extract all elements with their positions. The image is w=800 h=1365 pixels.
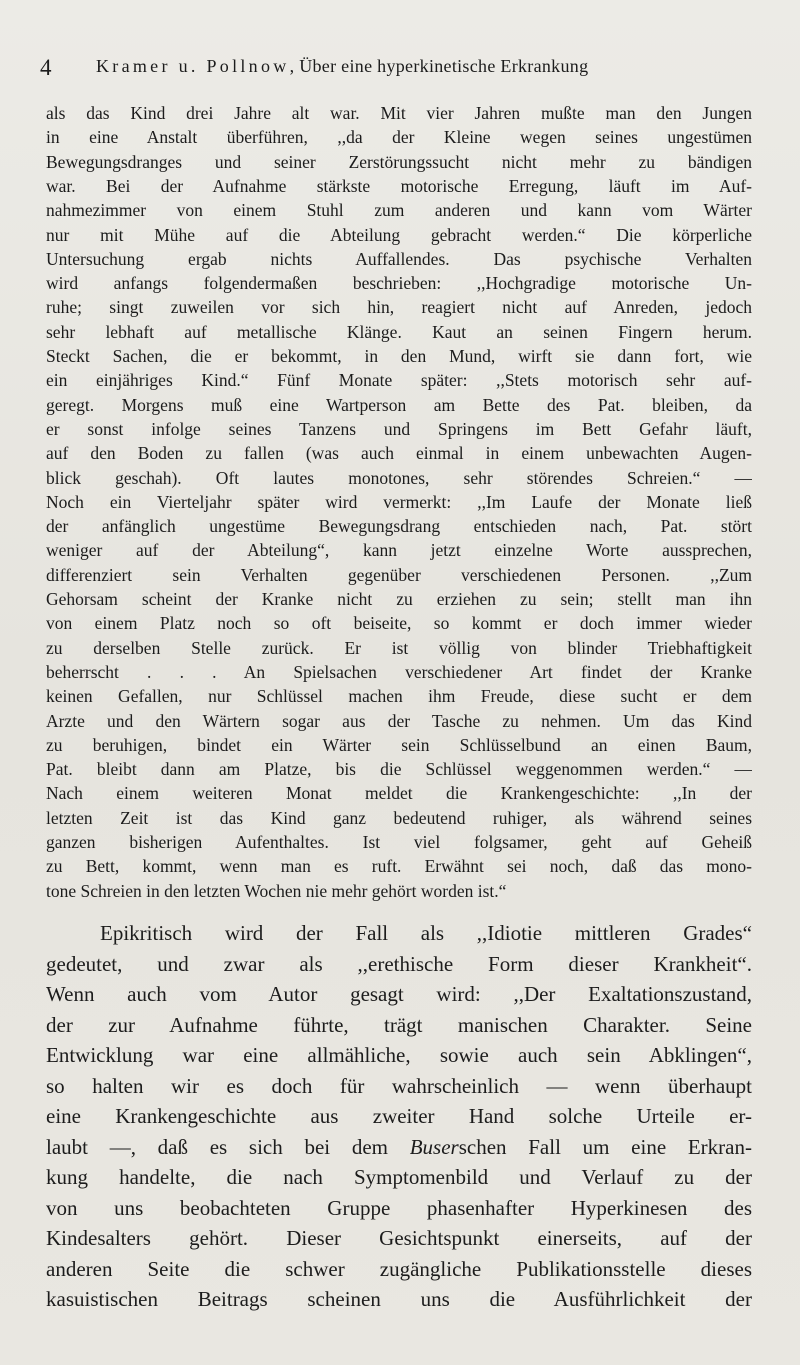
text-line: Nach einem weiteren Monat meldet die Krankengeschichte: ,,In der [46, 783, 752, 804]
text-line: Gehorsam scheint der Kranke nicht zu erziehen zu sein; stellt man ihn [46, 589, 752, 609]
text-line: letzten Zeit ist das Kind ganz bedeutend ruhiger, als während seines [46, 807, 752, 828]
text-line: ein einjähriges Kind.“ Fünf Monate später: ,,Stets motorisch sehr auf- [46, 370, 752, 391]
text-line: Pat. bleibt dann am Platze, bis die Schlüssel weggenommen werden.“ — [46, 759, 752, 780]
running-head [96, 54, 588, 78]
text-line: keinen Gefallen, nur Schlüssel machen ihm Freude, diese sucht er dem [46, 686, 752, 707]
italic-author-name: Buser [409, 1134, 459, 1159]
text-line: Kindesalters gehört. Dieser Gesichtspunkt einerseits, auf der [46, 1226, 752, 1250]
text-line: kasuistischen Beitrags scheinen uns die Ausführlichkeit der [46, 1287, 752, 1311]
text-segment: Fall um eine Erkran- [528, 1134, 752, 1159]
text-line: nahmezimmer von einem Stuhl zum anderen und kann vom Wärter [46, 200, 752, 221]
running-head-title: , Über eine hyperkinetische Erkrankung [289, 56, 589, 76]
text-line: weniger auf der Abteilung“, kann jetzt einzelne Worte aussprechen, [46, 540, 752, 561]
text-line-with-italic [46, 1132, 752, 1162]
text-line: der zur Aufnahme führte, trägt manischen Charakter. Seine [46, 1012, 752, 1037]
text-line: nur mit Mühe auf die Abteilung gebracht werden.“ Die körperliche [46, 224, 752, 245]
text-line: eine Krankengeschichte aus zweiter Hand solche Urteile er- [46, 1104, 752, 1128]
text-line: Arzte und den Wärtern sogar aus der Tasche zu nehmen. Um das Kind [46, 710, 752, 731]
text-line: auf den Boden zu fallen (was auch einmal in einem unbewachten Augen- [46, 443, 752, 464]
text-line: beherrscht . . . An Spielsachen verschiedener Art findet der Kranke [46, 661, 752, 682]
text-line: anderen Seite die schwer zugängliche Publikationsstelle dieses [46, 1256, 752, 1281]
text-line: ganzen bisherigen Aufenthaltes. Ist viel folgsamer, geht auf Geheiß [46, 832, 752, 852]
text-line: sehr lebhaft auf metallische Klänge. Kaut an seinen Fingern herum. [46, 321, 752, 342]
text-line: von einem Platz noch so oft beiseite, so kommt er doch immer wieder [46, 613, 752, 634]
text-line: zu derselben Stelle zurück. Er ist völlig von blinder Triebhaftigkeit [46, 637, 752, 658]
text-line: Bewegungsdranges und seiner Zerstörungssucht nicht mehr zu bändigen [46, 151, 752, 172]
running-head-authors: Kramer u. Pollnow [96, 56, 290, 76]
text-line: Entwicklung war eine allmähliche, sowie auch sein Abklingen“, [46, 1043, 752, 1067]
text-line: Wenn auch vom Autor gesagt wird: ,,Der Exaltationszustand, [46, 982, 752, 1006]
text-line: ruhe; singt zuweilen vor sich hin, reagiert nicht auf Anreden, jedoch [46, 297, 752, 318]
text-line: so halten wir es doch für wahrscheinlich — wenn überhaupt [46, 1073, 752, 1098]
text-segment: laubt —, daß es sich bei dem [46, 1134, 410, 1159]
page-header [40, 52, 740, 82]
text-line: Steckt Sachen, die er bekommt, in den Mund, wirft sie dann fort, wie [46, 346, 752, 366]
text-segment: schen [458, 1134, 529, 1159]
text-line: Noch ein Vierteljahr später wird vermerkt: ,,Im Laufe der Monate ließ [46, 491, 752, 512]
text-line: kung handelte, die nach Symptomenbild und Verlauf zu der [46, 1165, 752, 1189]
text-line: der anfänglich ungestüme Bewegungsdrang entschieden nach, Pat. stört [46, 516, 752, 537]
text-line: zu Bett, kommt, wenn man es ruft. Erwähnt sei noch, daß das mono- [46, 856, 752, 877]
text-line: Epikritisch wird der Fall als ,,Idiotie mittleren Grades“ [100, 921, 752, 945]
text-line: blick geschah). Oft lautes monotones, sehr störendes Schreien.“ — [46, 467, 752, 488]
text-line: tone Schreien in den letzten Wochen nie mehr gehört worden ist.“ [46, 880, 507, 901]
text-line: in eine Anstalt überführen, ,,da der Kleine wegen seines ungestümen [46, 127, 752, 148]
text-line: differenziert sein Verhalten gegenüber verschiedenen Personen. ,,Zum [46, 564, 752, 585]
text-line: gedeutet, und zwar als ,,erethische Form dieser Krankheit“. [46, 951, 752, 976]
text-line: als das Kind drei Jahre alt war. Mit vier Jahren mußte man den Jungen [46, 103, 752, 123]
text-line: war. Bei der Aufnahme stärkste motorische Erregung, läuft im Auf- [46, 175, 752, 196]
text-line: geregt. Morgens muß eine Wartperson am Bette des Pat. bleiben, da [46, 394, 752, 415]
text-line: zu beruhigen, bindet ein Wärter sein Schlüsselbund an einen Baum, [46, 734, 752, 755]
text-line: von uns beobachteten Gruppe phasenhafter Hyperkinesen des [46, 1195, 752, 1220]
text-line: wird anfangs folgendermaßen beschrieben: ,,Hochgradige motorische Un- [46, 273, 752, 294]
text-line: er sonst infolge seines Tanzens und Springens im Bett Gefahr läuft, [46, 418, 752, 439]
text-line: Untersuchung ergab nichts Auffallendes. Das psychische Verhalten [46, 248, 752, 269]
page-number: 4 [40, 55, 52, 80]
